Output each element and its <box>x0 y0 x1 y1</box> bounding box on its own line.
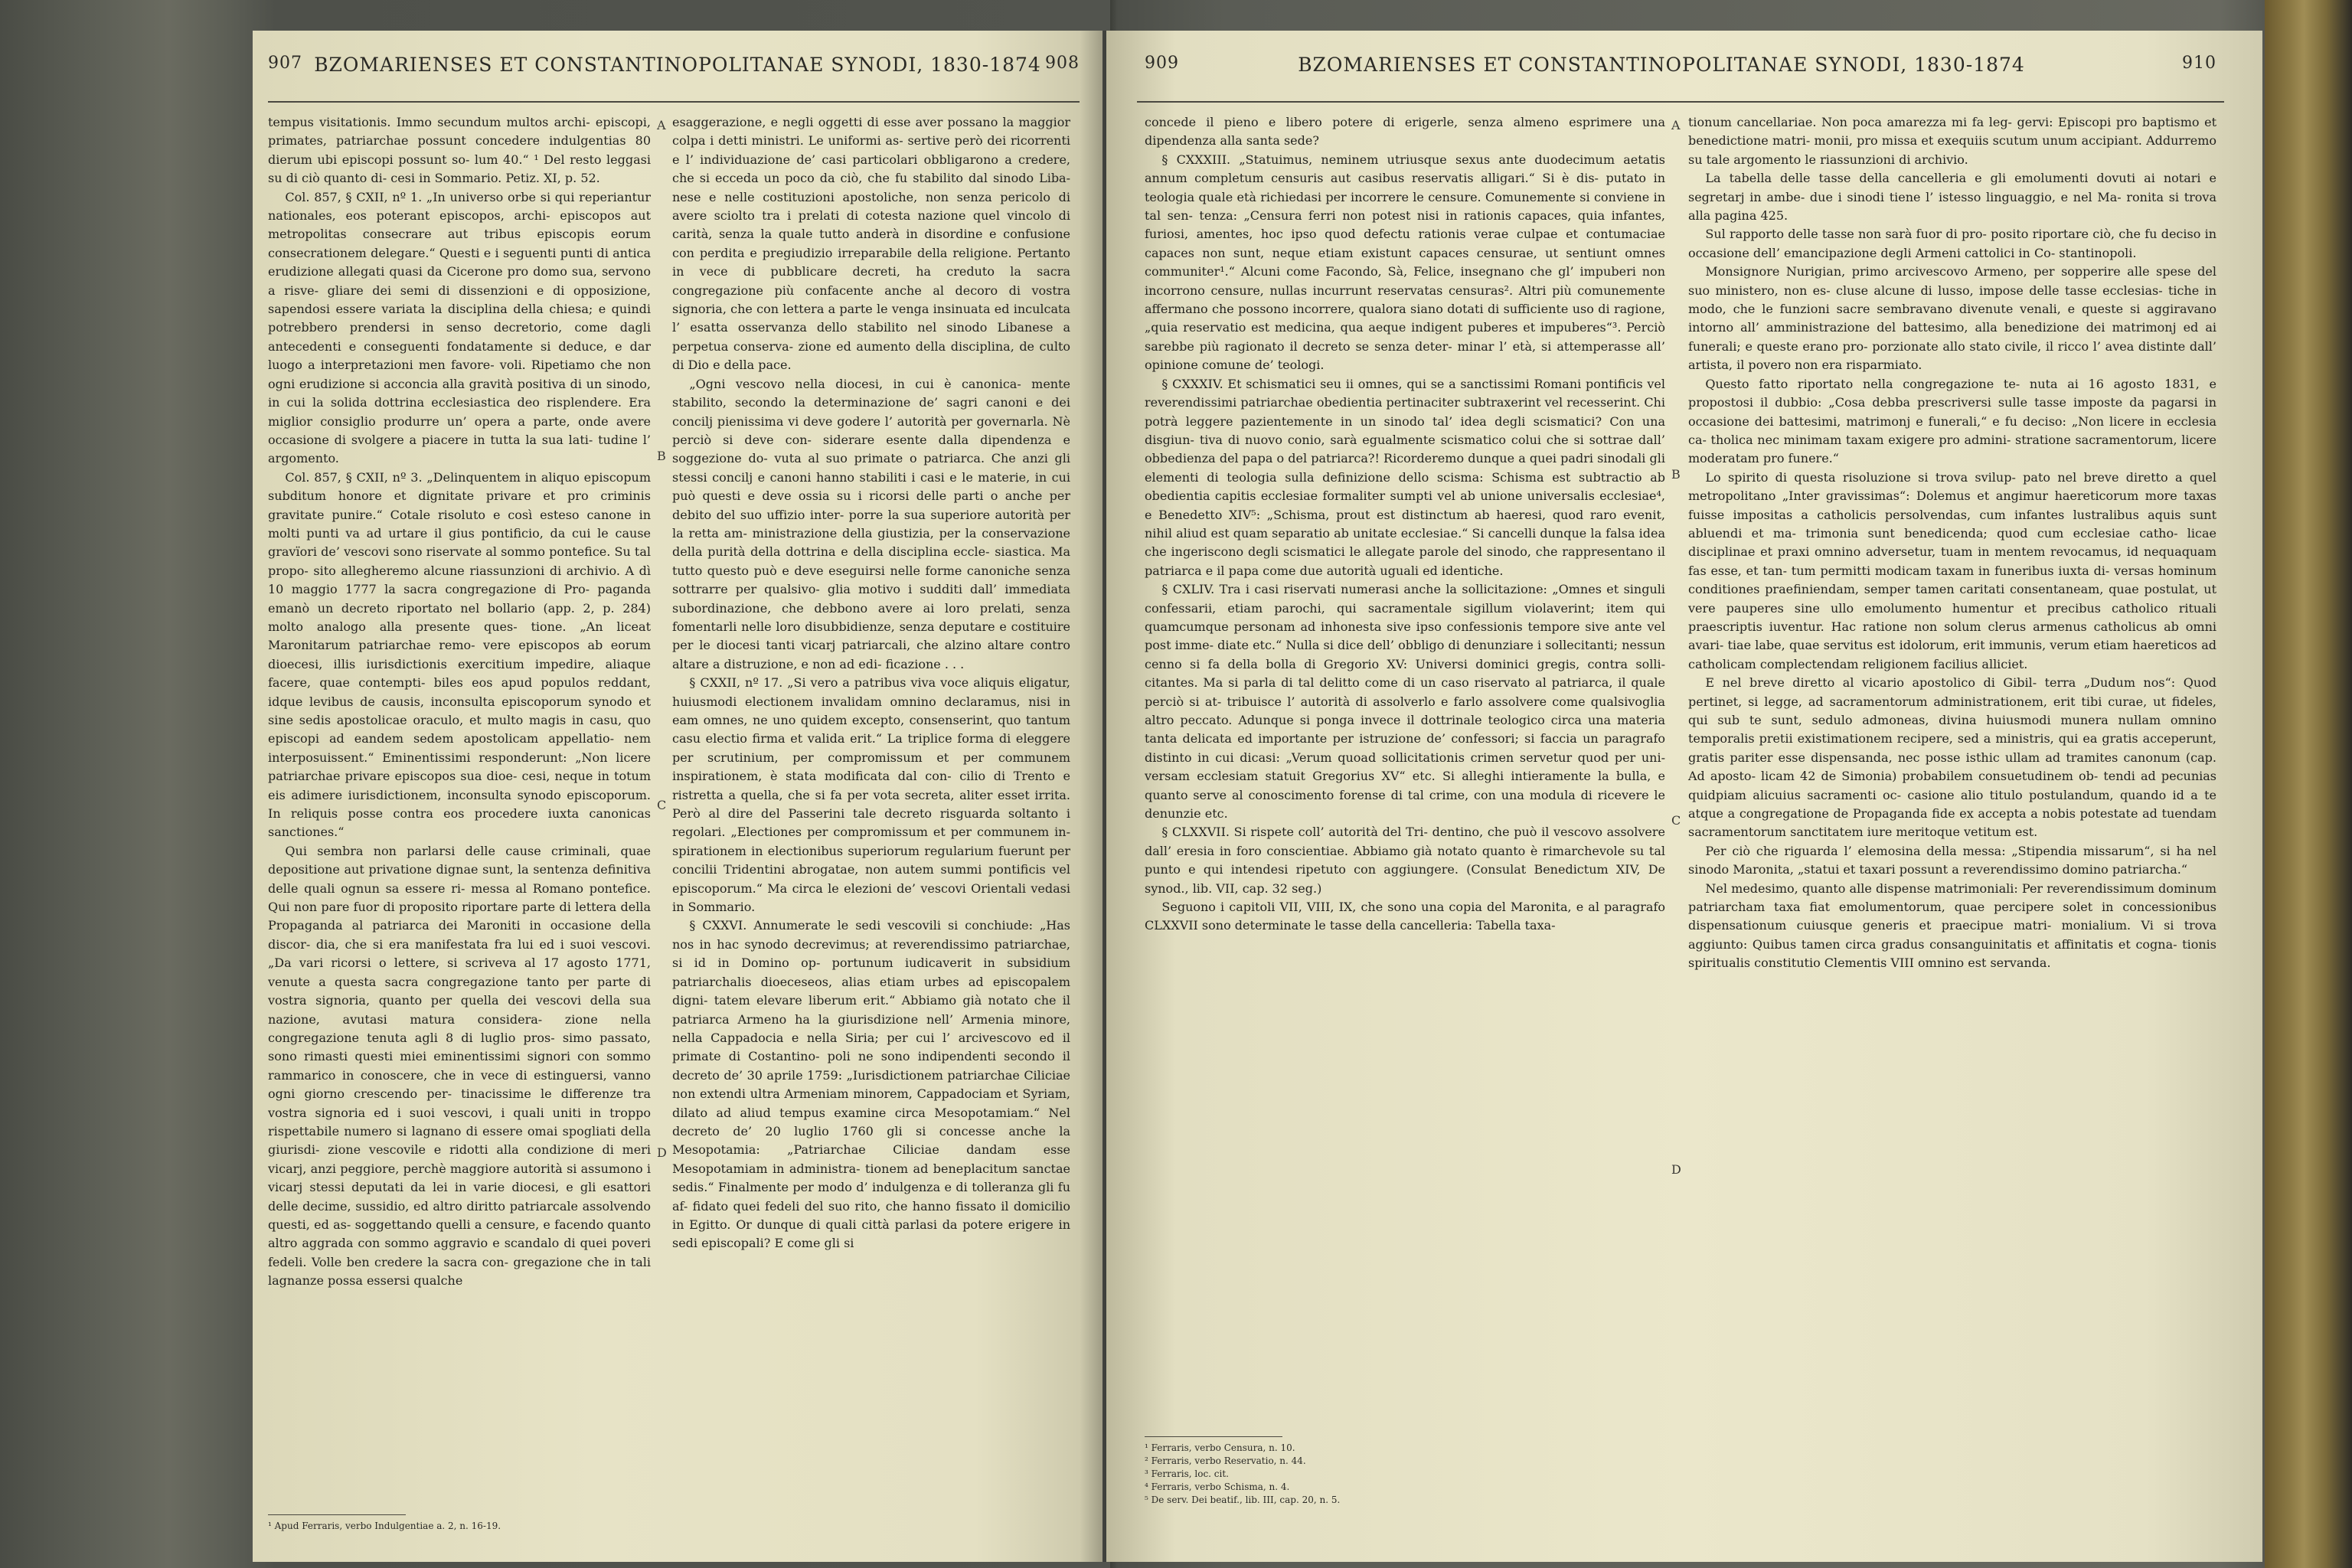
paragraph: Seguono i capitoli VII, VIII, IX, che sono una copia del Maronita, e al paragrafo CLXXVII sono determinate le tasse della cancelleria: Tabella taxa- <box>1145 900 1665 933</box>
paragraph: esaggerazione, e negli oggetti di esse aver possano la maggior colpa i detti ministri. Le uniformi as- sertive però dei ricorrenti e l’ individuazione de’ casi particolari obbligarono a credere, che si ecceda un poco da ciò, che fu stabilito dal sinodo Liba- nese e nelle costituzioni apostoliche, non senza pericolo di avere sciolto tra i prelati di cotesta nazione quel vincolo di carità, senza la quale tutto anderà in disordine e confusione con perdita e pregiudizio irreparabile della religione. Pertanto in vece di pubblicare decreti, ha creduto la sacra congregazione più confacente anche al decoro di vostra signoria, che con lettera a parte le venga insinuata ed inculcata l’ esatta osservanza dello stabilito nel sinodo Libanese a perpetua conserva- zione ed aumento della disciplina, de culto di Dio e della pace. <box>672 115 1070 373</box>
footnote: ³ Ferraris, loc. cit. <box>1145 1468 1229 1479</box>
margin-letter: C <box>657 798 667 812</box>
margin-letter: D <box>657 1145 667 1160</box>
left-footnotes <box>268 1514 651 1533</box>
paragraph: Qui sembra non parlarsi delle cause criminali, quae depositione aut privatione dignae sunt, la sentenza definitiva delle quali ognun sa essere ri- messa al Romano pontefice. Qui non pare fuor di proposito riportare parte di lettera della Propaganda al patriarca dei Maroniti in occasione della discor- dia, che si era manifestata fra lui ed i suoi vescovi. „Da vari ricorsi o lettere, si scriveva al 17 agosto 1771, venute a questa sacra congregazione tanto per parte di vostra signoria, quanto per quella dei vescovi della sua nazione, avutasi matura considera- zione nella congregazione tenuta agli 8 di luglio pros- simo passato, sono rimasti questi miei eminentissimi signori con sommo rammarico in conoscere, che in vece di estinguersi, vanno ogni giorno crescendo per- tinacissime le differenze tra vostra signoria ed i suoi vescovi, i quali uniti in troppo rispettabile numero si lagnano di essere omai spogliati della giurisdi- zione vescovile e ridotti alla condizione di meri vicarj, anzi peggiore, perchè maggiore autorità si assumono i vicarj stessi deputati da lei in varie diocesi, e gli esattori delle decime, sussidio, ed altro diritto patriarcale assolvendo questi, ed as- soggettando quelli a censure, e facendo quanto altro aggrada con sommo aggravio e scandalo di quei poveri fedeli. Volle ben credere la sacra con- gregazione che in tali lagnanze possa essersi qualche <box>268 843 651 1289</box>
paragraph: Monsignore Nurigian, primo arcivescovo Armeno, per sopperire alle spese del suo ministero, non es- cluse alcune di lusso, impose delle tasse ecclesias- tiche in modo, che le funzioni sacre sembravano divenute venali, e queste si aggiravano intorno all’ amministrazione del battesimo, alla benedizione dei matrimonj ed ai funerali; e queste erano pro- porzionate allo stato civile, il ricco l’ avea distinte dall’ artista, il povero non era risparmiato. <box>1688 264 2216 373</box>
margin-letter: C <box>1671 813 1681 828</box>
header-rule <box>1137 101 2224 103</box>
left-page <box>253 31 1102 1562</box>
left-col-1 <box>268 113 651 1291</box>
header-rule <box>268 101 1080 103</box>
paragraph: E nel breve diretto al vicario apostolico di Gibil- terra „Dudum nos“: Quod pertinet, si legge, ad sacramentorum administrationem, erit tibi curae, ut fideles, qui sub te sunt, sedulo admoneas, divina huiusmodi munera nullam omnino temporalis pretii existimationem recipere, sed a ministris, qui ea gratis acceperunt, gratis pariter esse dispensanda, nec posse isthic ullam ad tramites canonum (cap. Ad aposto- licam 42 de Simonia) probabilem consuetudinem ob- tendi ad pecunias quidpiam alicuius sacramenti oc- casione alio titulo postulandum, quando id a te atque a congregatione de Propaganda fide ex accepta a nobis potestate ad tuendam sacramentorum sanctitatem iure meritoque vetitum est. <box>1688 675 2216 840</box>
right-col-2 <box>1688 113 2216 973</box>
paragraph: Col. 857, § CXII, nº 1. „In universo orbe si qui reperiantur nationales, eos poterant episcopos, archi- episcopos aut metropolitas consecrare aut tribus episcopis eorum consecrationem delegare.“ Questi e i seguenti punti di antica erudizione allegati quasi da Cicerone pro domo sua, servono a risve- gliare dei semi di dissenzioni e di opposizione, sapendosi essere variata la disciplina della chiesa; e quindi potrebbero prendersi in senso decretorio, come dagli antecedenti e conseguenti fondatamente si deduce, e dar luogo a interpretazioni men favore- voli. Ripetiamo che non ogni erudizione si acconcia alla gravità positiva di un sinodo, in cui la solida dottrina ecclesiastica deo risplendere. Era miglior consiglio produrre un’ opera a parte, onde avere occasione di svolgere a piacere in tutta la sua lati- tudine l’ argomento. <box>268 189 651 466</box>
margin-letter: D <box>1671 1162 1681 1177</box>
paragraph: tempus visitationis. Immo secundum multos archi- episcopi, primates, patriarchae possunt concedere indulgentias 80 dierum ubi episcopi possunt so- lum 40.“ ¹ Del resto leggasi su di ciò quanto di- cesi in Sommario. Petiz. XI, p. 52. <box>268 115 651 186</box>
paragraph: Questo fatto riportato nella congregazione te- nuta ai 16 agosto 1831, e propostosi il dubbio: „Cosa debba prescriversi sulle tasse imposte da pagarsi in occasione dei battesimi, matrimonj e funerali,“ e fu deciso: „Non licere in ecclesia ca- tholica nec minimam taxam exigere pro admini- stratione sacramentorum, licere moderatam pro funere.“ <box>1688 376 2216 466</box>
paragraph: § CXLIV. Tra i casi riservati numerasi anche la sollicitazione: „Omnes et singuli confessarii, etiam parochi, qui sacramentale sigillum violaverint; item qui quamcumque personam ad inhonesta sive ipso confessionis tempore sive ante vel post imme- diate etc.“ Nulla si dice dell’ obbligo di denunziare i sollecitanti; nessun cenno si fa della bolla di Gregorio XV: Universi dominici gregis, contra solli- citantes. Ma si parla di tal delitto come di un caso riservato al patriarca, il quale perciò si at- tribuisce l’ autorità di assolverlo e farlo assolvere come qualsivoglia altro peccato. Adunque si ponga invece il dottrinale teologico circa una materia tanta delicata ed importante per istruzione de’ confessori; si faccia un paragrafo distinto in cui dicasi: „Verum quoad sollicitationis crimen servetur quod per uni- versam ecclesiam statuit Gregorius XV“ etc. Si alleghi intieramente la bulla, e quanto serve al conoscimento forense di tal crime, con una modula di ricevere le denunzie etc. <box>1145 582 1665 822</box>
right-running-head <box>1106 54 2216 100</box>
margin-letter: A <box>1671 118 1681 132</box>
footnote: ⁴ Ferraris, verbo Schisma, n. 4. <box>1145 1481 1290 1492</box>
paragraph: § CXXXIV. Et schismatici seu ii omnes, qui se a sanctissimi Romani pontificis vel reverendissimi patriarchae obedientia pertinaciter subtraxerint vel recesserint. Chi potrà leggere pazientemente in un sinodo tal’ idea degli scismatici? Con una disgiun- tiva di nuovo conio, sarà egualmente scismatico colui che si sottrae dall’ obbedienza del papa o del patriarca?! Ricorderemo dunque a quei padri sinodali gli elementi di teologia sulla definizione dello scisma: Schisma est subtractio ab obedientia capitis ecclesiae formaliter sumpti vel ab unione universalis ecclesiae⁴, e Benedetto XIV⁵: „Schisma, prout est distinctum ab haeresi, quod raro evenit, nihil aliud est quam separatio ab unitate ecclesiae.“ Si cancelli dunque la falsa idea che ingeriscono degli scismatici le allegate parole del sinodo, che rappresentano il patriarca e il papa come due autorità uguali ed identiche. <box>1145 376 1665 578</box>
paragraph: § CXXXIII. „Statuimus, neminem utriusque sexus ante duodecimum aetatis annum completum censuris aut casibus reservatis alligari.“ Si è dis- putato in teologia quale età richiedasi per incorrere le censure. Comunemente si conviene in tal sen- tenza: „Censura ferri non potest nisi in rationis capaces, quia infantes, furiosi, amentes, hoc ipso quod defectu rationis verae culpae et contumaciae capaces non sunt, neque etiam existunt capaces censurae, ut sentiunt omnes communiter¹.“ Alcuni come Facondo, Sà, Felice, insegnano che gl’ impuberi non incorrono censure, nullas incurrunt reservatas censuras². Altri più comunemente affermano che possono incorrere, qualora siano dotati di sufficiente uso di ragione, „quia reservatio est medicina, qua aeque indigent puberes et impuberes“³. Perciò sarebbe più ragionato il decreto se senza deter- minar l’ età, si attemperasse all’ opinione comune de’ teologi. <box>1145 152 1665 373</box>
running-title: BZOMARIENSES ET CONSTANTINOPOLITANAE SYNODI, 1830-1874 <box>314 54 1041 76</box>
page-number: 910 <box>2182 54 2216 73</box>
margin-letter: B <box>657 449 666 463</box>
paragraph: Col. 857, § CXII, nº 3. „Delinquentem in aliquo episcopum subditum honore et dignitate privare et pro criminis gravitate punire.“ Cotale risoluto e così esteso canone in molti punti va ad urtare il gius pontificio, da cui le cause gravïori de’ vescovi sono riservate al sommo pontefice. Su tal propo- sito allegheremo alcune riassunzioni di archivio. A dì 10 maggio 1777 la sacra congregazione di Pro- paganda emanò un decreto riportato nel bollario (app. 2, p. 284) molto analogo alla presente ques- tione. „An liceat Maronitarum patriarchae remo- vere episcopos ab eorum dioecesi, illis iurisdictionis exercitium impedire, aliaque facere, quae contempti- biles eos apud populos reddant, idque levibus de causis, inconsulta episcoporum synodo et sine sedis apostolicae oraculo, et multo magis in casu, quo episcopi ad eandem sedem apostolicam appellatio- nem interposuissent.“ Eminentissimi responderunt: „Non licere patriarchae privare episcopos sua dioe- cesi, neque in totum eis adimere iurisdictionem, inconsulta synodo episcoporum. In reliquis posse contra eos procedere iuxta canonicas sanctiones.“ <box>268 469 651 840</box>
footnote-rule <box>1145 1436 1282 1437</box>
margin-letter: A <box>657 118 666 132</box>
book-edge <box>2265 0 2352 1568</box>
paragraph: § CXXII, nº 17. „Si vero a patribus viva voce aliquis eligatur, huiusmodi electionem invalidam omnino declaramus, nisi in eam omnes, ne uno quidem excepto, consenserint, quo tantum casu electio firma et valida erit.“ La triplice forma di eleggere per scrutinium, per compromissum et per communem inspirationem, è stata modificata dal con- cilio di Trento e ristretta a quella, che si fa per vota secreta, aliter esset irrita. Però al dire del Passerini tale decreto risguarda soltanto i regolari. „Electiones per compromissum et per communem in- spirationem in electionibus superiorum regularium fuerunt per concilii Tridentini abrogatae, non autem summi pontificis vel episcoporum.“ Ma circa le elezioni de’ vescovi Orientali vedasi in Sommario. <box>672 675 1070 915</box>
left-col-2 <box>672 113 1070 1253</box>
paragraph: § CLXXVII. Si rispete coll’ autorità del Tri- dentino, che può il vescovo assolvere dall’ eresia in foro conscientiae. Abbiamo già notato quanto è rimarchevole su tal punto e qui intendesi ripetuto con aggiungere. (Consulat Benedictum XIV, De synod., lib. VII, cap. 32 seg.) <box>1145 825 1665 896</box>
paragraph: Per ciò che riguarda l’ elemosina della messa: „Stipendia missarum“, si ha nel sinodo Maronita, „statui et taxari possunt a reverendissimo domino patriarcha.“ <box>1688 843 2216 877</box>
footnote: ² Ferraris, verbo Reservatio, n. 44. <box>1145 1455 1306 1466</box>
running-title: BZOMARIENSES ET CONSTANTINOPOLITANAE SYNODI, 1830-1874 <box>1298 54 2025 76</box>
left-running-head <box>253 54 1102 100</box>
footnote-rule <box>268 1514 406 1515</box>
paragraph: La tabella delle tasse della cancelleria e gli emolumenti dovuti ai notari e segretarj in ambe- due i sinodi tiene l’ istesso linguaggio, e nel Ma- ronita si trova alla pagina 425. <box>1688 171 2216 224</box>
paragraph: Nel medesimo, quanto alle dispense matrimoniali: Per reverendissimum dominum patriarcham taxa fiat emolumentorum, quae percipere solet in concessionibus dispensationum cuiusque generis et praecipue matri- monialium. Vi si trova aggiunto: Quibus tamen circa gradus consanguinitatis et affinitatis et cogna- tionis spiritualis constitutio Clementis VIII omnino est servanda. <box>1688 880 2216 971</box>
page-number: 908 <box>1045 54 1080 73</box>
page-number: 909 <box>1145 54 1179 73</box>
paragraph: § CXXVI. Annumerate le sedi vescovili si conchiude: „Has nos in hac synodo decrevimus; at reverendissimo patriarchae, si id in Domino op- portunum iudicaverit in subsidium patriarchalis dioeceseos, alias etiam urbes ad episcopalem digni- tatem elevare liberum erit.“ Abbiamo già notato che il patriarca Armeno ha la giurisdizione nell’ Armenia minore, nella Cappadocia e nella Siria; per cui l’ arcivescovo ed il primate di Costantino- poli ne sono indipendenti secondo il decreto de’ 30 aprile 1759: „Iurisdictionem patriarchae Ciliciae non extendi ultra Armeniam minorem, Cappadociam et Syriam, dilato ad aliud tempus examine circa Mesopotamiam.“ Nel decreto de’ 20 luglio 1760 gli si concesse anche la Mesopotamia: „Patriarchae Ciliciae dandam esse Mesopotamiam in administra- tionem ad beneplacitum sanctae sedis.“ Finalmente per modo d’ indulgenza e di tolleranza gli fu af- fidato quei fedeli del suo rito, che hanno fissato il domicilio in Egitto. Or dunque di quali città parlasi da potere erigere in sedi episcopali? E come gli si <box>672 918 1070 1251</box>
page-number: 907 <box>268 54 302 73</box>
footnote: ⁵ De serv. Dei beatif., lib. III, cap. 20, n. 5. <box>1145 1494 1341 1505</box>
paragraph: Lo spirito di questa risoluzione si trova svilup- pato nel breve diretto a quel metropolitano „Inter gravissimas“: Dolemus et angimur haereticorum more taxas fuisse impositas a catholicis persolvendas, cum infantes lustralibus aquis sunt abluendi et ma- trimonia sunt benedicenda; quod cum ecclesiae catho- licae disciplinae et praxi omnino adversetur, tuam in mentem revocamus, id nequaquam fas esse, et tan- tum permitti modicam taxam in funeribus iuxta di- versas hominum conditiones praefiniendam, semper tamen caritati consentaneam, quae postulat, ut vere pauperes sine ullo emolumento humentur et precibus catholico rituali praescriptis iuventur. Hac ratione non solum clerus armenus catholicus ab omni avari- tiae labe, quae servitus est idolorum, erit immunis, verum etiam haereticos ad catholicam complectendam religionem facilius alliciet. <box>1688 469 2216 671</box>
footnote: ¹ Apud Ferraris, verbo Indulgentiae a. 2, n. 16-19. <box>268 1521 501 1531</box>
paragraph: „Ogni vescovo nella diocesi, in cui è canonica- mente stabilito, secondo la determinazione de’ sagri canoni e dei concilj pienissima vi deve godere l’ autorità per governarla. Nè perciò si deve con- siderare esente dalla dipendenza e soggezione do- vuta al suo primate o patriarca. Che anzi gli stessi concilj e canoni hanno stabiliti i casi e le materie, in cui può questi e deve ossia su i ricorsi delle parti o anche per debito del suo uffizio inter- porre la sua superiore autorità per la retta am- ministrazione della giustizia, per la conservazione della purità della dottrina e della disciplina eccle- siastica. Ma tutto questo può e deve eseguirsi nelle forme canoniche senza sottrarre per qualsivo- glia motivo i sudditi dall’ immediata subordinazione, che debbono avere ai loro prelati, senza fomentarli nelle loro disubbidienze, senza deputare e costituire per le diocesi tanti vicarj patriarcali, che alzino altare contro altare a distruzione, e non ad edi- ficazione . . . <box>672 376 1070 671</box>
paragraph: concede il pieno e libero potere di erigerle, senza almeno esprimere una dipendenza alla santa sede? <box>1145 115 1665 149</box>
paragraph: tionum cancellariae. Non poca amarezza mi fa leg- gervi: Episcopi pro baptismo et benedictione matri- monii, pro missa et exequiis scutum unum accipiant. Addurremo su tale argomento le riassunzioni di archivio. <box>1688 115 2216 167</box>
margin-letter: B <box>1671 467 1681 482</box>
right-col-1 <box>1145 113 1665 936</box>
right-page <box>1106 31 2262 1562</box>
footnote: ¹ Ferraris, verbo Censura, n. 10. <box>1145 1442 1295 1453</box>
right-footnotes <box>1145 1436 1665 1507</box>
paragraph: Sul rapporto delle tasse non sarà fuor di pro- posito riportare ciò, che fu deciso in occasione dell’ emancipazione degli Armeni cattolici in Co- stantinopoli. <box>1688 227 2216 260</box>
